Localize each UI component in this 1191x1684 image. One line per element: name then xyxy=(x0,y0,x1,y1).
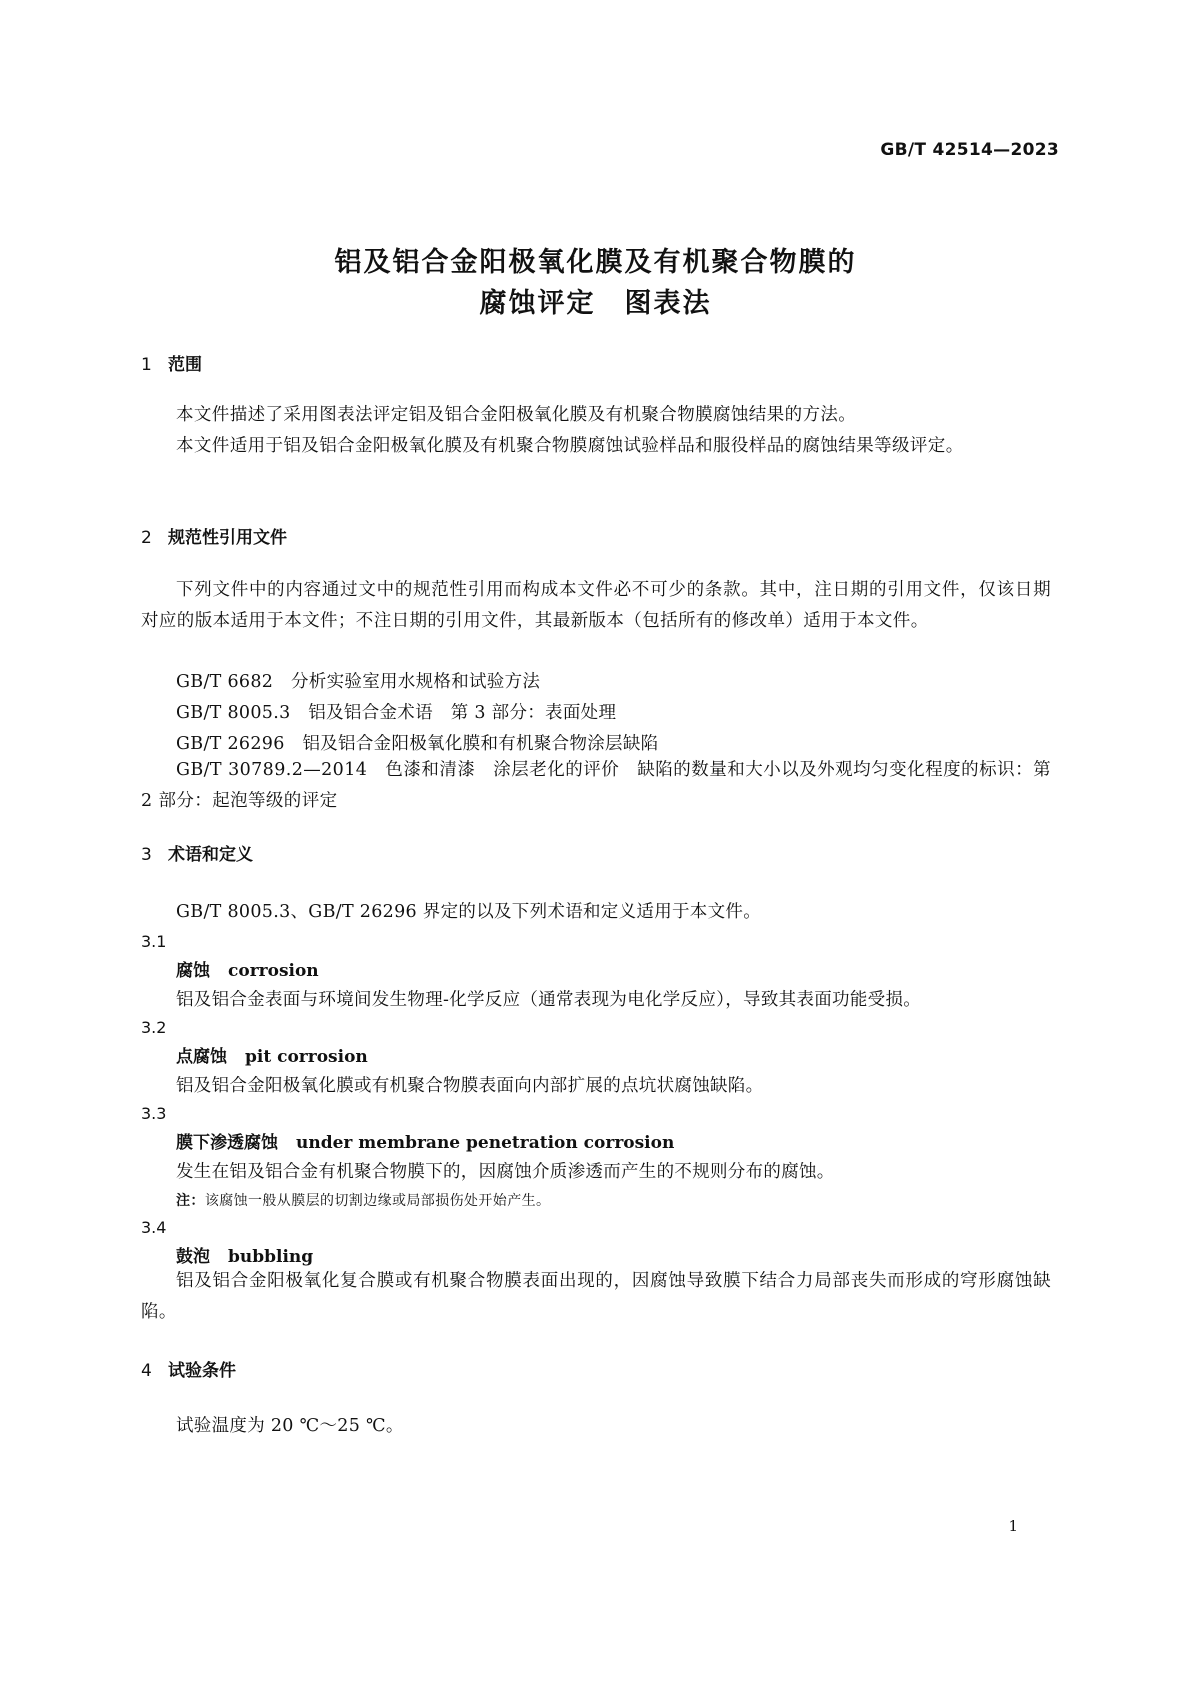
section2-intro: 下列文件中的内容通过文中的规范性引用而构成本文件必不可少的条款。其中，注日期的引用文件，仅该日期对应的版本适用于本文件；不注日期的引用文件，其最新版本（包括所有的修改单）适用于本文件。 xyxy=(141,580,1051,631)
term-number: 3.4 xyxy=(141,1218,167,1237)
section4-heading xyxy=(141,1356,236,1381)
term-definition: 铝及铝合金阳极氧化复合膜或有机聚合物膜表面出现的，因腐蚀导致膜下结合力局部丧失而形成的穹形腐蚀缺陷。 xyxy=(141,1271,1051,1322)
document-title-line1: 铝及铝合金阳极氧化膜及有机聚合物膜的 xyxy=(334,247,857,278)
term-definition: 铝及铝合金阳极氧化膜或有机聚合物膜表面向内部扩展的点坑状腐蚀缺陷。 xyxy=(176,1076,764,1096)
term-heading xyxy=(176,956,319,981)
term-en: pit corrosion xyxy=(245,1047,368,1067)
section3-number: 3 xyxy=(141,845,152,865)
note-text: 该腐蚀一般从膜层的切割边缘或局部损伤处开始产生。 xyxy=(204,1193,551,1209)
section1-para2: 本文件适用于铝及铝合金阳极氧化膜及有机聚合物膜腐蚀试验样品和服役样品的腐蚀结果等级评定。 xyxy=(176,436,964,456)
section2-heading xyxy=(141,523,287,548)
section3-intro: GB/T 8005.3、GB/T 26296 界定的以及下列术语和定义适用于本文件。 xyxy=(176,902,762,922)
term-zh: 点腐蚀 xyxy=(176,1047,227,1067)
term-note xyxy=(176,1190,550,1210)
section3-title: 术语和定义 xyxy=(168,845,253,865)
reference-item: GB/T 26296 铝及铝合金阳极氧化膜和有机聚合物涂层缺陷 xyxy=(176,734,659,754)
section1-number: 1 xyxy=(141,355,152,375)
standard-number: GB/T 42514—2023 xyxy=(880,140,1059,160)
term-zh: 腐蚀 xyxy=(176,961,210,981)
term-en: bubbling xyxy=(228,1247,314,1267)
section4-para1: 试验温度为 20 ℃～25 ℃。 xyxy=(176,1416,404,1436)
section2-number: 2 xyxy=(141,528,152,548)
note-label: 注： xyxy=(176,1193,205,1209)
reference-item: GB/T 8005.3 铝及铝合金术语 第 3 部分：表面处理 xyxy=(176,703,617,723)
term-number: 3.1 xyxy=(141,932,167,951)
term-definition: 发生在铝及铝合金有机聚合物膜下的，因腐蚀介质渗透而产生的不规则分布的腐蚀。 xyxy=(176,1162,835,1182)
term-zh: 鼓泡 xyxy=(176,1247,210,1267)
term-number: 3.3 xyxy=(141,1104,167,1123)
section4-number: 4 xyxy=(141,1361,152,1381)
reference-item: GB/T 30789.2—2014 色漆和清漆 涂层老化的评价 缺陷的数量和大小以及外观均匀变化程度的标识：第 2 部分：起泡等级的评定 xyxy=(141,760,1051,811)
term-en: corrosion xyxy=(228,961,319,981)
term-heading xyxy=(176,1128,674,1153)
page-number: 1 xyxy=(1008,1517,1018,1535)
term-en: under membrane penetration corrosion xyxy=(296,1133,675,1153)
term-heading xyxy=(176,1042,368,1067)
term-zh: 膜下渗透腐蚀 xyxy=(176,1133,278,1153)
section1-para1: 本文件描述了采用图表法评定铝及铝合金阳极氧化膜及有机聚合物膜腐蚀结果的方法。 xyxy=(176,405,857,425)
section4-title: 试验条件 xyxy=(168,1361,236,1381)
section1-heading xyxy=(141,350,202,375)
term-heading xyxy=(176,1242,313,1267)
term-number: 3.2 xyxy=(141,1018,167,1037)
term-definition: 铝及铝合金表面与环境间发生物理-化学反应（通常表现为电化学反应），导致其表面功能受损。 xyxy=(176,990,922,1010)
reference-item: GB/T 6682 分析实验室用水规格和试验方法 xyxy=(176,672,541,692)
document-title-line2: 腐蚀评定 图表法 xyxy=(479,288,712,319)
section1-title: 范围 xyxy=(168,355,202,375)
section2-title: 规范性引用文件 xyxy=(168,528,287,548)
section3-heading xyxy=(141,840,253,865)
